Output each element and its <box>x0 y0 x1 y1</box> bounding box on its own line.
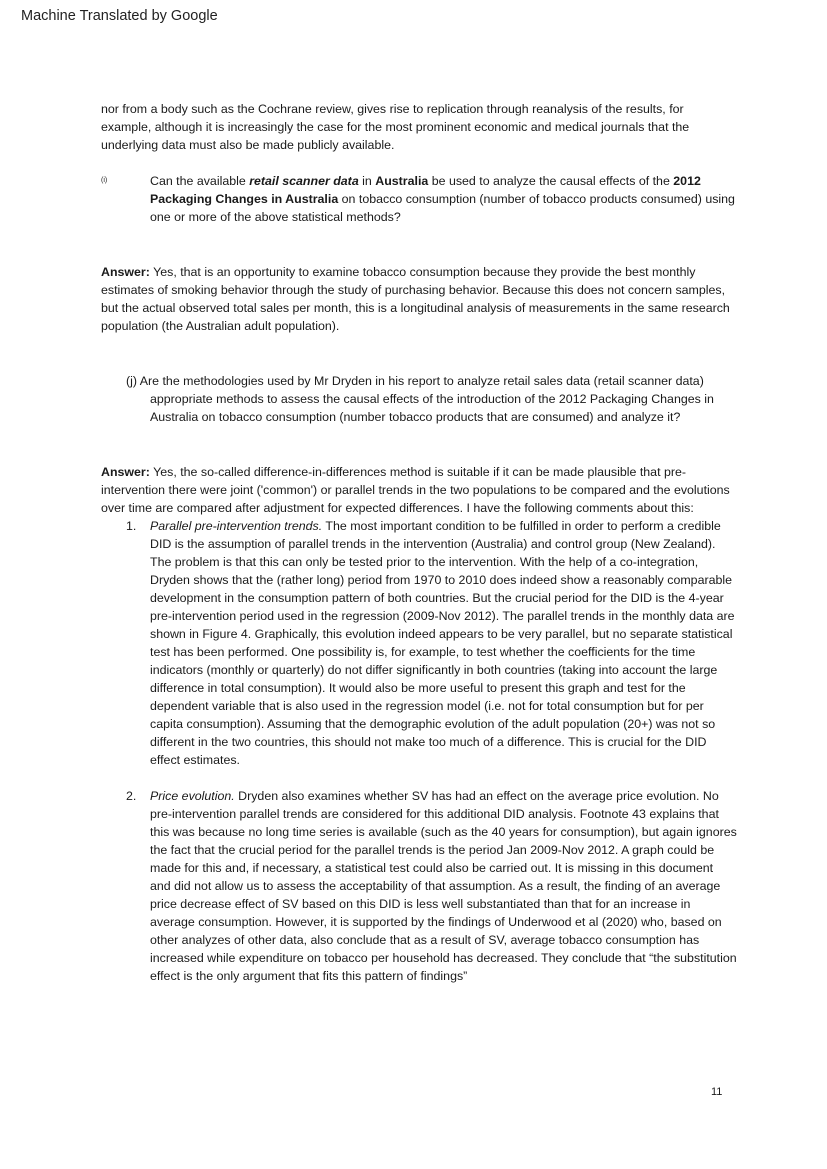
list-item-text: The most important condition to be fulfilled in order to perform a credible DID is the assumption of parallel trends in the intervention (Australia) and control group (New Zealand). The problem is that this can only be tested prior to the intervention. With the help of a co-integration, Dryden shows that the (rather long) period from 1970 to 2010 does indeed show a reasonably comparable development in the consumption pattern of both countries. But the crucial period for the DID is the 4-year pre-intervention period used in the regression (2009-Nov 2012). The parallel trends in the monthly data are shown in Figure 4. Graphically, this evolution indeed appears to be very parallel, but no separate statistical test has been performed. One possibility is, for example, to test whether the coefficients for the time indicators (monthly or quarterly) do not differ significantly in both countries (taking into account the large difference in total consumption). It would also be more useful to present this graph and test for the dependent variable that is also used in the regression model (i.e. not for total consumption but for per capita consumption). Assuming that the demographic evolution of the adult population (20+) was not so different in the two countries, this should not make too much of a difference. This is crucial for the DID effect estimates. <box>150 519 735 767</box>
list-item-title: Price evolution. <box>150 789 235 803</box>
question-i-text: be used to analyze the causal effects of the <box>428 174 674 188</box>
question-i-text: in <box>358 174 376 188</box>
answer-text: Yes, that is an opportunity to examine tobacco consumption because they provide the best monthly estimates of smoking behavior through the study of purchasing behavior. Because this does not concern samples, but the actual observed total sales per month, this is a longitudinal analysis of measurements in the same research population (the Australian adult population). <box>101 265 730 333</box>
question-i <box>101 172 737 226</box>
question-i-text: Can the available <box>150 174 250 188</box>
list-item-title: Parallel pre-intervention trends. <box>150 519 323 533</box>
page-number: 11 <box>711 1086 723 1098</box>
list-item-number: 1. <box>126 519 137 533</box>
document-body <box>101 100 737 985</box>
question-i-bold: 2012 Packaging Changes in Australia <box>150 174 701 206</box>
intro-paragraph: nor from a body such as the Cochrane review, gives rise to replication through reanalysis of the results, for example, although it is increasingly the case for the most prominent economic and medical journals that the underlying data must also be made publicly available. <box>101 102 690 152</box>
answer-i <box>101 263 737 335</box>
list-item <box>101 517 737 769</box>
question-j: (j) Are the methodologies used by Mr Dryden in his report to analyze retail sales data (retail scanner data) appropriate methods to assess the causal effects of the introduction of the 2012 Packaging Changes in Australia on tobacco consumption (number tobacco products that are consumed) and analyze it? <box>126 374 714 424</box>
list-item-text: Dryden also examines whether SV has had an effect on the average price evolution. No pre-intervention parallel trends are considered for this additional DID analysis. Footnote 43 explains that this was because no long time series is available (such as the 40 years for consumption), but again ignores the fact that the crucial period for the parallel trends is the period Jan 2009-Nov 2012. A graph could be made for this and, if necessary, a statistical test could also be carried out. It is missing in this document and did not allow us to assess the acceptability of that assumption. As a result, the finding of an average price decrease effect of SV based on this DID is less well substantiated than that for an increase in average consumption. However, it is supported by the findings of Underwood et al (2020) who, based on other analyzes of other data, also conclude that as a result of SV, average tobacco consumption has increased while expenditure on tobacco per household has decreased. They conclude that “the substitution effect is the only argument that fits this pattern of findings” <box>150 789 737 983</box>
list-item-number: 2. <box>126 789 137 803</box>
answer-text: Yes, the so-called difference-in-differences method is suitable if it can be made plausible that pre-intervention there were joint ('common') or parallel trends in the two populations to be compared and the evolutions over time are compared after adjustment for expected differences. I have the following comments about this: <box>101 465 730 515</box>
question-i-text: on tobacco consumption (number of tobacco products consumed) using one or more of the above statistical methods? <box>150 192 735 224</box>
answer-label: Answer: <box>101 465 150 479</box>
question-i-bold: Australia <box>375 174 429 188</box>
list-item <box>101 787 737 985</box>
question-i-marker: (i) <box>101 177 108 184</box>
machine-translation-banner: Machine Translated by Google <box>21 8 218 24</box>
answer-j <box>101 463 737 517</box>
answer-label: Answer: <box>101 265 150 279</box>
comment-list <box>101 517 737 985</box>
question-i-emphasis: retail scanner data <box>249 174 359 188</box>
